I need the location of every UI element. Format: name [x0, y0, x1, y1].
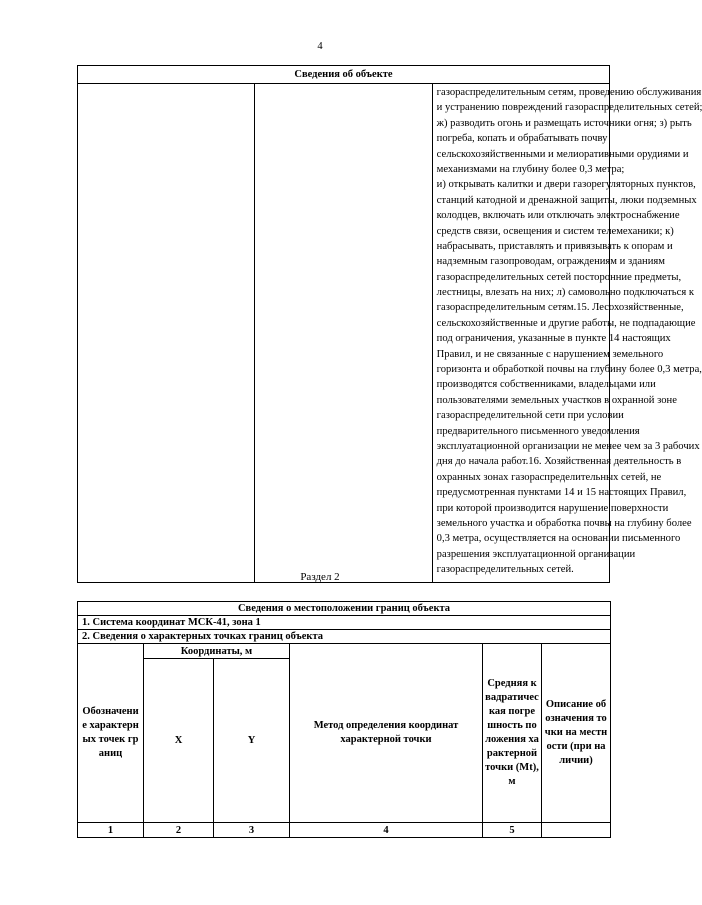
text-line: сельскохозяйственными и мелиоративными орудиями и [436, 148, 689, 160]
col-num-1: 1 [78, 823, 144, 838]
section-title: Раздел 2 [300, 571, 340, 583]
col-x: X [144, 659, 214, 823]
col-y: Y [214, 659, 290, 823]
text-line: колодцев, включать или отключать электроснабжение [436, 210, 680, 222]
coord-system-row: 1. Система координат МСК-41, зона 1 [78, 616, 611, 630]
text-line: предварительного письменного уведомления [436, 425, 640, 437]
col-num-4: 4 [290, 823, 483, 838]
text-line: погреба, копать и обрабатывать почву [436, 133, 608, 145]
text-line: набрасывать, приставлять и привязывать к опорам и [436, 240, 673, 252]
object-info-text [432, 84, 702, 583]
text-line: лестницы, влезать на них; л) самовольно подключаться к [436, 287, 695, 299]
text-line: эксплуатационной организации не менее чем за 3 рабочих [436, 440, 700, 452]
empty-cell-a [78, 84, 255, 583]
text-line: газораспределительной сети при условии [436, 410, 624, 422]
empty-cell-b [255, 84, 432, 583]
col-designation [78, 644, 144, 823]
text-line: под ограничения, указанные в пункте 14 настоящих [436, 333, 671, 345]
text-line: газораспределительным сетям.15. Лесохозяйственные, [436, 302, 684, 314]
text-line: ж) разводить огонь и размещать источники огня; з) рыть [436, 117, 692, 129]
col-num-5: 5 [483, 823, 542, 838]
col-num-3: 3 [214, 823, 290, 838]
page-number: 4 [317, 41, 323, 52]
object-info-header: Сведения об объекте [78, 66, 610, 84]
text-line: производятся собственниками, владельцами или [436, 379, 656, 391]
col-num-6 [542, 823, 611, 838]
text-line: и) открывать калитки и двери газорегуляторных пунктов, [436, 179, 696, 191]
text-line: 0,3 метра, осуществляется на основании письменного [436, 533, 681, 545]
text-line: средств связи, освещения и систем телемеханики; к) [436, 225, 674, 237]
col-method: Метод определения координат характерной точки [290, 644, 483, 823]
text-line: и устранению повреждений газораспределительных сетей; [436, 102, 702, 114]
col-coordinates: Координаты, м [144, 644, 290, 659]
points-header-row: 2. Сведения о характерных точках границ объекта [78, 630, 611, 644]
text-line: газораспределительных сетей. [436, 564, 574, 576]
text-line: горизонта и обработкой почвы на глубину более 0,3 метра, [436, 364, 702, 376]
text-line: дня до начала работ.16. Хозяйственная деятельность в [436, 456, 682, 468]
col-description [542, 644, 611, 823]
col-num-2: 2 [144, 823, 214, 838]
text-line: предусмотренная пунктами 14 и 15 настоящих Правил, [436, 487, 687, 499]
text-line: газораспределительных сетей посторонние предметы, [436, 271, 682, 283]
text-line: земельного участка и обработка почвы на глубину более [436, 517, 692, 529]
text-line: при которой производится нарушение поверхности [436, 502, 669, 514]
text-line: пользователями земельных участков в охранной зоне [436, 394, 677, 406]
text-line: охранных зонах газораспределительных сетей, не [436, 471, 662, 483]
text-line: разрешения эксплуатационной организации [436, 548, 636, 560]
text-line: газораспределительным сетям, проведению обслуживания [436, 87, 702, 98]
col-description-text: Описание обозначения точки на местности (при наличии) [544, 699, 608, 766]
text-line: сельскохозяйственные и другие работы, не подпадающие [436, 317, 696, 329]
col-error-text: Средняя квадратическая погрешность положения характерной точки (Mt), м [485, 678, 539, 787]
col-error [483, 644, 542, 823]
text-line: станций катодной и дренажной защиты, люки подземных [436, 194, 697, 206]
text-line: надземным газопроводам, ограждениям и зданиям [436, 256, 665, 268]
text-line: Правил, и не связанные с нарушением земельного [436, 348, 664, 360]
boundary-header: Сведения о местоположении границ объекта [78, 602, 611, 616]
text-line: механизмами на глубину более 0,3 метра; [436, 163, 625, 175]
object-info-table [77, 65, 702, 583]
boundary-points-table [77, 601, 611, 838]
col-designation-text: Обозначение характерных точек границ [82, 706, 139, 759]
